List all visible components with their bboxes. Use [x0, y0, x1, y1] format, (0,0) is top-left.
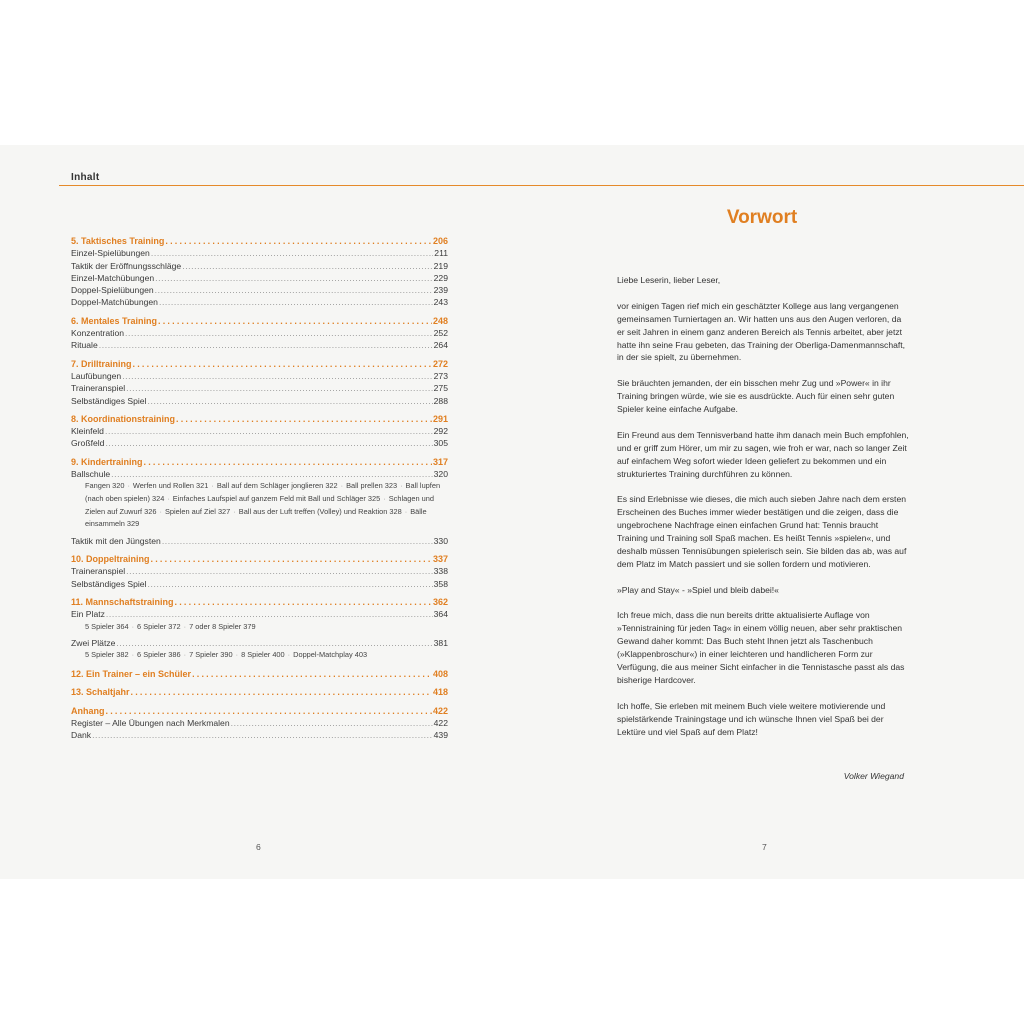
toc-entry-page: 288	[433, 395, 448, 406]
toc-entry-page: 264	[433, 340, 448, 351]
toc-leader-dots	[148, 395, 433, 407]
toc-chapter-page: 418	[432, 687, 448, 698]
toc-subentry-text: 7 oder 8 Spieler 379	[189, 621, 256, 631]
toc-entry-label: Zwei Plätze	[71, 638, 116, 649]
toc-subentry	[85, 481, 133, 490]
toc-subentry	[293, 650, 367, 659]
toc-chapter-page: 206	[432, 236, 448, 246]
toc-subentry	[189, 622, 256, 631]
toc-section	[71, 413, 448, 450]
toc-subentry	[137, 622, 189, 631]
toc-entry-label: Selbständiges Spiel	[71, 395, 147, 406]
toc-leader-dots	[106, 608, 433, 620]
toc-entry	[71, 425, 448, 437]
toc-leader-dots	[231, 717, 433, 729]
toc-chapter-title: 7. Drilltraining	[71, 358, 132, 369]
toc-entry-page: 364	[433, 609, 448, 620]
toc-entry-page: 243	[433, 297, 448, 308]
toc-section	[71, 686, 448, 698]
toc-subentry-text: 8 Spieler 400	[241, 650, 285, 660]
toc-separator: ·	[233, 506, 236, 516]
toc-entry-label: Register – Alle Übungen nach Merkmalen	[71, 717, 230, 728]
toc-entry	[71, 717, 448, 729]
vorwort-paragraph: Liebe Leserin, lieber Leser,	[617, 275, 721, 285]
toc-leader-dots	[192, 668, 432, 680]
toc-separator: ·	[400, 481, 403, 491]
toc-leader-dots	[175, 596, 432, 608]
toc-entry-page: 211	[434, 248, 448, 259]
toc-subentry-text: Schlagen und Zielen auf Zuwurf 326	[85, 493, 434, 516]
toc-chapter-heading	[71, 456, 448, 468]
toc-subentry-text: Fangen 320	[85, 481, 125, 491]
toc-chapter-heading	[71, 705, 448, 717]
toc-entry-page: 439	[433, 730, 448, 741]
author-signature: Volker Wiegand	[843, 771, 904, 781]
page-number-left: 6	[256, 842, 261, 852]
toc-separator: ·	[183, 621, 187, 631]
toc-leader-dots	[151, 553, 432, 565]
toc-subentry	[189, 650, 241, 659]
toc-leader-dots	[144, 456, 432, 468]
toc-subentries	[71, 621, 448, 634]
page-number-right: 7	[762, 842, 767, 852]
toc-subentry-text: Bälle einsammeln 329	[85, 506, 427, 529]
toc-separator: ·	[383, 493, 386, 503]
toc-entry	[71, 637, 448, 649]
toc-leader-dots	[176, 413, 432, 425]
header-rule	[59, 185, 1024, 186]
toc-chapter-heading	[71, 686, 448, 698]
toc-section	[71, 596, 448, 662]
toc-leader-dots	[116, 637, 432, 649]
toc-chapter-title: 12. Ein Trainer – ein Schüler	[71, 668, 192, 679]
toc-separator: ·	[211, 481, 214, 491]
toc-entry-page: 252	[433, 328, 448, 339]
toc-chapter-heading	[71, 413, 448, 425]
toc-entry	[71, 284, 448, 296]
toc-subentry-text: 6 Spieler 386	[137, 650, 181, 660]
toc-subentry	[165, 507, 239, 516]
toc-entry-page: 219	[433, 260, 448, 271]
toc-entry	[71, 339, 448, 351]
toc-section	[71, 358, 448, 407]
toc-subentry-text: Ball aus der Luft treffen (Volley) und Reaktion 328	[238, 506, 402, 516]
toc-entry-label: Rituale	[71, 340, 98, 351]
toc-entry-page: 422	[433, 717, 448, 728]
toc-entry-label: Dank	[71, 730, 92, 741]
toc-leader-dots	[106, 705, 432, 717]
toc-chapter-heading	[71, 668, 448, 680]
toc-leader-dots	[111, 468, 432, 480]
vorwort-paragraph: »Play and Stay« - »Spiel und bleib dabei!«	[617, 584, 779, 595]
toc-section	[71, 668, 448, 680]
toc-separator: ·	[131, 621, 135, 631]
toc-entry-page: 330	[433, 535, 448, 546]
toc-entry-page: 305	[433, 438, 448, 449]
toc-chapter-heading	[71, 235, 448, 247]
toc-section	[71, 705, 448, 742]
toc-separator: ·	[159, 506, 162, 516]
toc-leader-dots	[155, 272, 433, 284]
toc-chapter-page: 408	[432, 668, 448, 679]
toc-entry	[71, 395, 448, 407]
toc-subentry	[173, 494, 389, 503]
toc-chapter-page: 272	[432, 358, 448, 369]
toc-leader-dots	[92, 729, 433, 741]
toc-entry	[71, 370, 448, 382]
toc-subentry-text: Einfaches Laufspiel auf ganzem Feld mit Ball und Schläger 325	[172, 493, 381, 503]
vorwort-title: Vorwort	[726, 207, 798, 228]
toc-leader-dots	[131, 686, 432, 698]
toc-chapter-title: 13. Schaltjahr	[71, 687, 130, 698]
vorwort-paragraph: Ich freue mich, dass die nun bereits dritte aktualisierte Auflage von »Tennistraining für jeden Tag« in einem völlig neuen, aber sehr praktischen Gewand daher kommt: Das Buch steht Ihnen jetzt als Taschenbuch (»Klappenbroschur«) in einer leichteren und handlicheren Form zur Verfügung, die aus meiner Sicht einfacher in die Tennistasche passt als das bisherige Hardcover.	[617, 610, 905, 685]
toc-subentry-text: Ball prellen 323	[346, 481, 398, 491]
toc-entry	[71, 260, 448, 272]
toc-chapter-page: 337	[432, 554, 448, 565]
toc-entry-label: Traineranspiel	[71, 566, 126, 577]
toc-leader-dots	[126, 382, 433, 394]
toc-leader-dots	[165, 235, 432, 247]
toc-entry-label: Taktik mit den Jüngsten	[71, 535, 161, 546]
toc-leader-dots	[162, 535, 433, 547]
toc-chapter-title: 6. Mentales Training	[71, 315, 158, 326]
toc-entry	[71, 578, 448, 590]
toc-leader-dots	[125, 327, 433, 339]
toc-separator: ·	[183, 650, 187, 660]
toc-chapter-page: 248	[432, 315, 448, 326]
toc-subentry-text: Spielen auf Ziel 327	[164, 506, 231, 516]
toc-entry-page: 273	[433, 370, 448, 381]
toc-section	[71, 315, 448, 352]
toc-entry-page: 338	[433, 566, 448, 577]
toc-separator: ·	[127, 481, 130, 491]
toc-entry-label: Selbständiges Spiel	[71, 578, 147, 589]
toc-chapter-page: 317	[432, 456, 448, 467]
vorwort-paragraph: vor einigen Tagen rief mich ein geschätzter Kollege aus lang vergangenen gemeinsamen Turniertagen an. Wir hatten uns aus den Augen verloren, da er seit Jahren in einem ganz anderen Bereich als Tennis arbeitet, aber jetzt hatte ihn seine Frau gebeten, das Training der Oberliga-Damenmannschaft, in der sie spielt, zu übernehmen.	[617, 300, 906, 363]
vorwort-paragraph: Ein Freund aus dem Tennisverband hatte ihm danach mein Buch empfohlen, und er griff zum Hörer, um mir zu sagen, wie froh er war, nach so langer Zeit auf einfachem Weg sofort wieder Ideen geliefert zu bekommen und ein strukturiertes Training durchführen zu können.	[617, 429, 909, 479]
toc-chapter-page: 362	[432, 596, 448, 607]
vorwort-body	[617, 274, 909, 751]
toc-entry	[71, 468, 448, 480]
toc-entry-label: Doppel-Spielübungen	[71, 285, 154, 296]
toc-chapter-heading	[71, 553, 448, 565]
toc-entry-label: Einzel-Spielübungen	[71, 248, 150, 259]
toc-entry	[71, 729, 448, 741]
toc-entry-label: Kleinfeld	[71, 426, 104, 437]
toc-leader-dots	[105, 437, 432, 449]
toc-separator: ·	[131, 650, 135, 660]
toc-subentry	[137, 650, 189, 659]
toc-chapter-title: 8. Koordinationstraining	[71, 413, 176, 424]
toc-entry-label: Ballschule	[71, 469, 111, 480]
toc-leader-dots	[155, 284, 433, 296]
toc-subentry	[133, 481, 217, 490]
toc-leader-dots	[99, 339, 433, 351]
toc-subentry-text: 5 Spieler 364	[85, 621, 129, 631]
toc-leader-dots	[105, 425, 433, 437]
toc-leader-dots	[158, 315, 432, 327]
toc-entry-page: 229	[433, 272, 448, 283]
toc-subentry	[241, 650, 293, 659]
toc-leader-dots	[122, 370, 432, 382]
toc-subentry-text: Werfen und Rollen 321	[132, 481, 209, 491]
toc-subentries	[71, 480, 448, 530]
toc-leader-dots	[182, 260, 432, 272]
toc-section	[71, 235, 448, 309]
toc-subentry-text: 5 Spieler 382	[85, 650, 129, 660]
toc-separator: ·	[404, 506, 408, 516]
toc-entry	[71, 565, 448, 577]
toc-entry	[71, 296, 448, 308]
toc-entry-page: 239	[433, 285, 448, 296]
table-of-contents	[71, 235, 448, 747]
toc-subentry	[85, 622, 137, 631]
toc-section	[71, 553, 448, 590]
toc-entry-label: Ein Platz	[71, 609, 105, 620]
toc-entry	[71, 382, 448, 394]
toc-separator: ·	[340, 481, 344, 491]
toc-chapter-page: 291	[432, 413, 448, 424]
toc-chapter-title: 11. Mannschaftstraining	[71, 596, 174, 607]
toc-entry	[71, 272, 448, 284]
toc-entry	[71, 437, 448, 449]
toc-chapter-title: 5. Taktisches Training	[71, 236, 165, 246]
toc-entry-page: 275	[433, 383, 448, 394]
toc-entry-label: Traineranspiel	[71, 383, 126, 394]
toc-entry-label: Einzel-Matchübungen	[71, 272, 155, 283]
vorwort-paragraph: Es sind Erlebnisse wie dieses, die mich auch sieben Jahre nach dem ersten Erscheinen des Buches immer wieder bestätigen und die zeigen, dass die ungebrochene Nachfrage einen einfachen Grund hat: Tennis braucht Training und Training soll Spaß machen. Es heißt Tennis »spielen«, und deshalb müssen Tennisübungen spielerisch sein. Sie bilden das ab, was auf dem Platz im Match passiert und sie sollen fordern und motivieren.	[617, 494, 907, 569]
toc-subentry-text: Ball auf dem Schläger jonglieren 322	[216, 481, 338, 491]
vorwort-paragraph: Ich hoffe, Sie erleben mit meinem Buch viele weitere motivierende und spielstärkende Trainingstage und ich wünsche Ihnen viel Spaß bei der Lektüre und viel Spaß auf dem Platz!	[617, 700, 886, 737]
toc-subentry-text: Doppel-Matchplay 403	[293, 650, 368, 660]
toc-section	[71, 456, 448, 547]
toc-chapter-page: 422	[432, 705, 448, 716]
toc-entry-label: Taktik der Eröffnungsschläge	[71, 260, 182, 271]
vorwort-paragraph: Sie bräuchten jemanden, der ein bisschen mehr Zug und »Power« in ihr Training bringen würde, wie sie es ausdrückte. Auch für einen sehr guten Spieler keine einfache Aufgabe.	[617, 378, 895, 415]
toc-chapter-title: 10. Doppeltraining	[71, 554, 150, 565]
toc-leader-dots	[159, 296, 433, 308]
toc-subentry-text: 6 Spieler 372	[137, 621, 181, 631]
toc-entry-label: Großfeld	[71, 438, 105, 449]
toc-subentry	[85, 650, 137, 659]
toc-separator: ·	[287, 650, 291, 660]
toc-entry-label: Laufübungen	[71, 370, 122, 381]
toc-entry	[71, 608, 448, 620]
toc-chapter-heading	[71, 596, 448, 608]
toc-subentry	[239, 507, 410, 516]
toc-subentry-text: 7 Spieler 390	[189, 650, 233, 660]
toc-subentry-text: Ball lupfen (nach oben spielen) 324	[85, 481, 441, 503]
running-header: Inhalt	[71, 172, 100, 183]
toc-entry-label: Konzentration	[71, 328, 125, 339]
toc-leader-dots	[126, 565, 433, 577]
toc-entry-page: 320	[433, 469, 448, 480]
toc-separator: ·	[167, 493, 170, 503]
toc-entry-page: 292	[433, 426, 448, 437]
toc-entry	[71, 327, 448, 339]
toc-chapter-heading	[71, 315, 448, 327]
toc-entry-page: 381	[433, 638, 448, 649]
toc-subentries	[71, 649, 448, 662]
toc-chapter-title: 9. Kindertraining	[71, 456, 143, 467]
toc-entry	[71, 247, 448, 259]
toc-entry	[71, 535, 448, 547]
toc-subentry	[217, 481, 346, 490]
toc-leader-dots	[151, 247, 433, 259]
toc-chapter-heading	[71, 358, 448, 370]
toc-leader-dots	[133, 358, 432, 370]
toc-chapter-title: Anhang	[71, 705, 105, 716]
toc-separator: ·	[235, 650, 239, 660]
toc-leader-dots	[148, 578, 433, 590]
toc-entry-label: Doppel-Matchübungen	[71, 297, 158, 308]
toc-subentry	[346, 481, 405, 490]
toc-entry-page: 358	[433, 578, 448, 589]
